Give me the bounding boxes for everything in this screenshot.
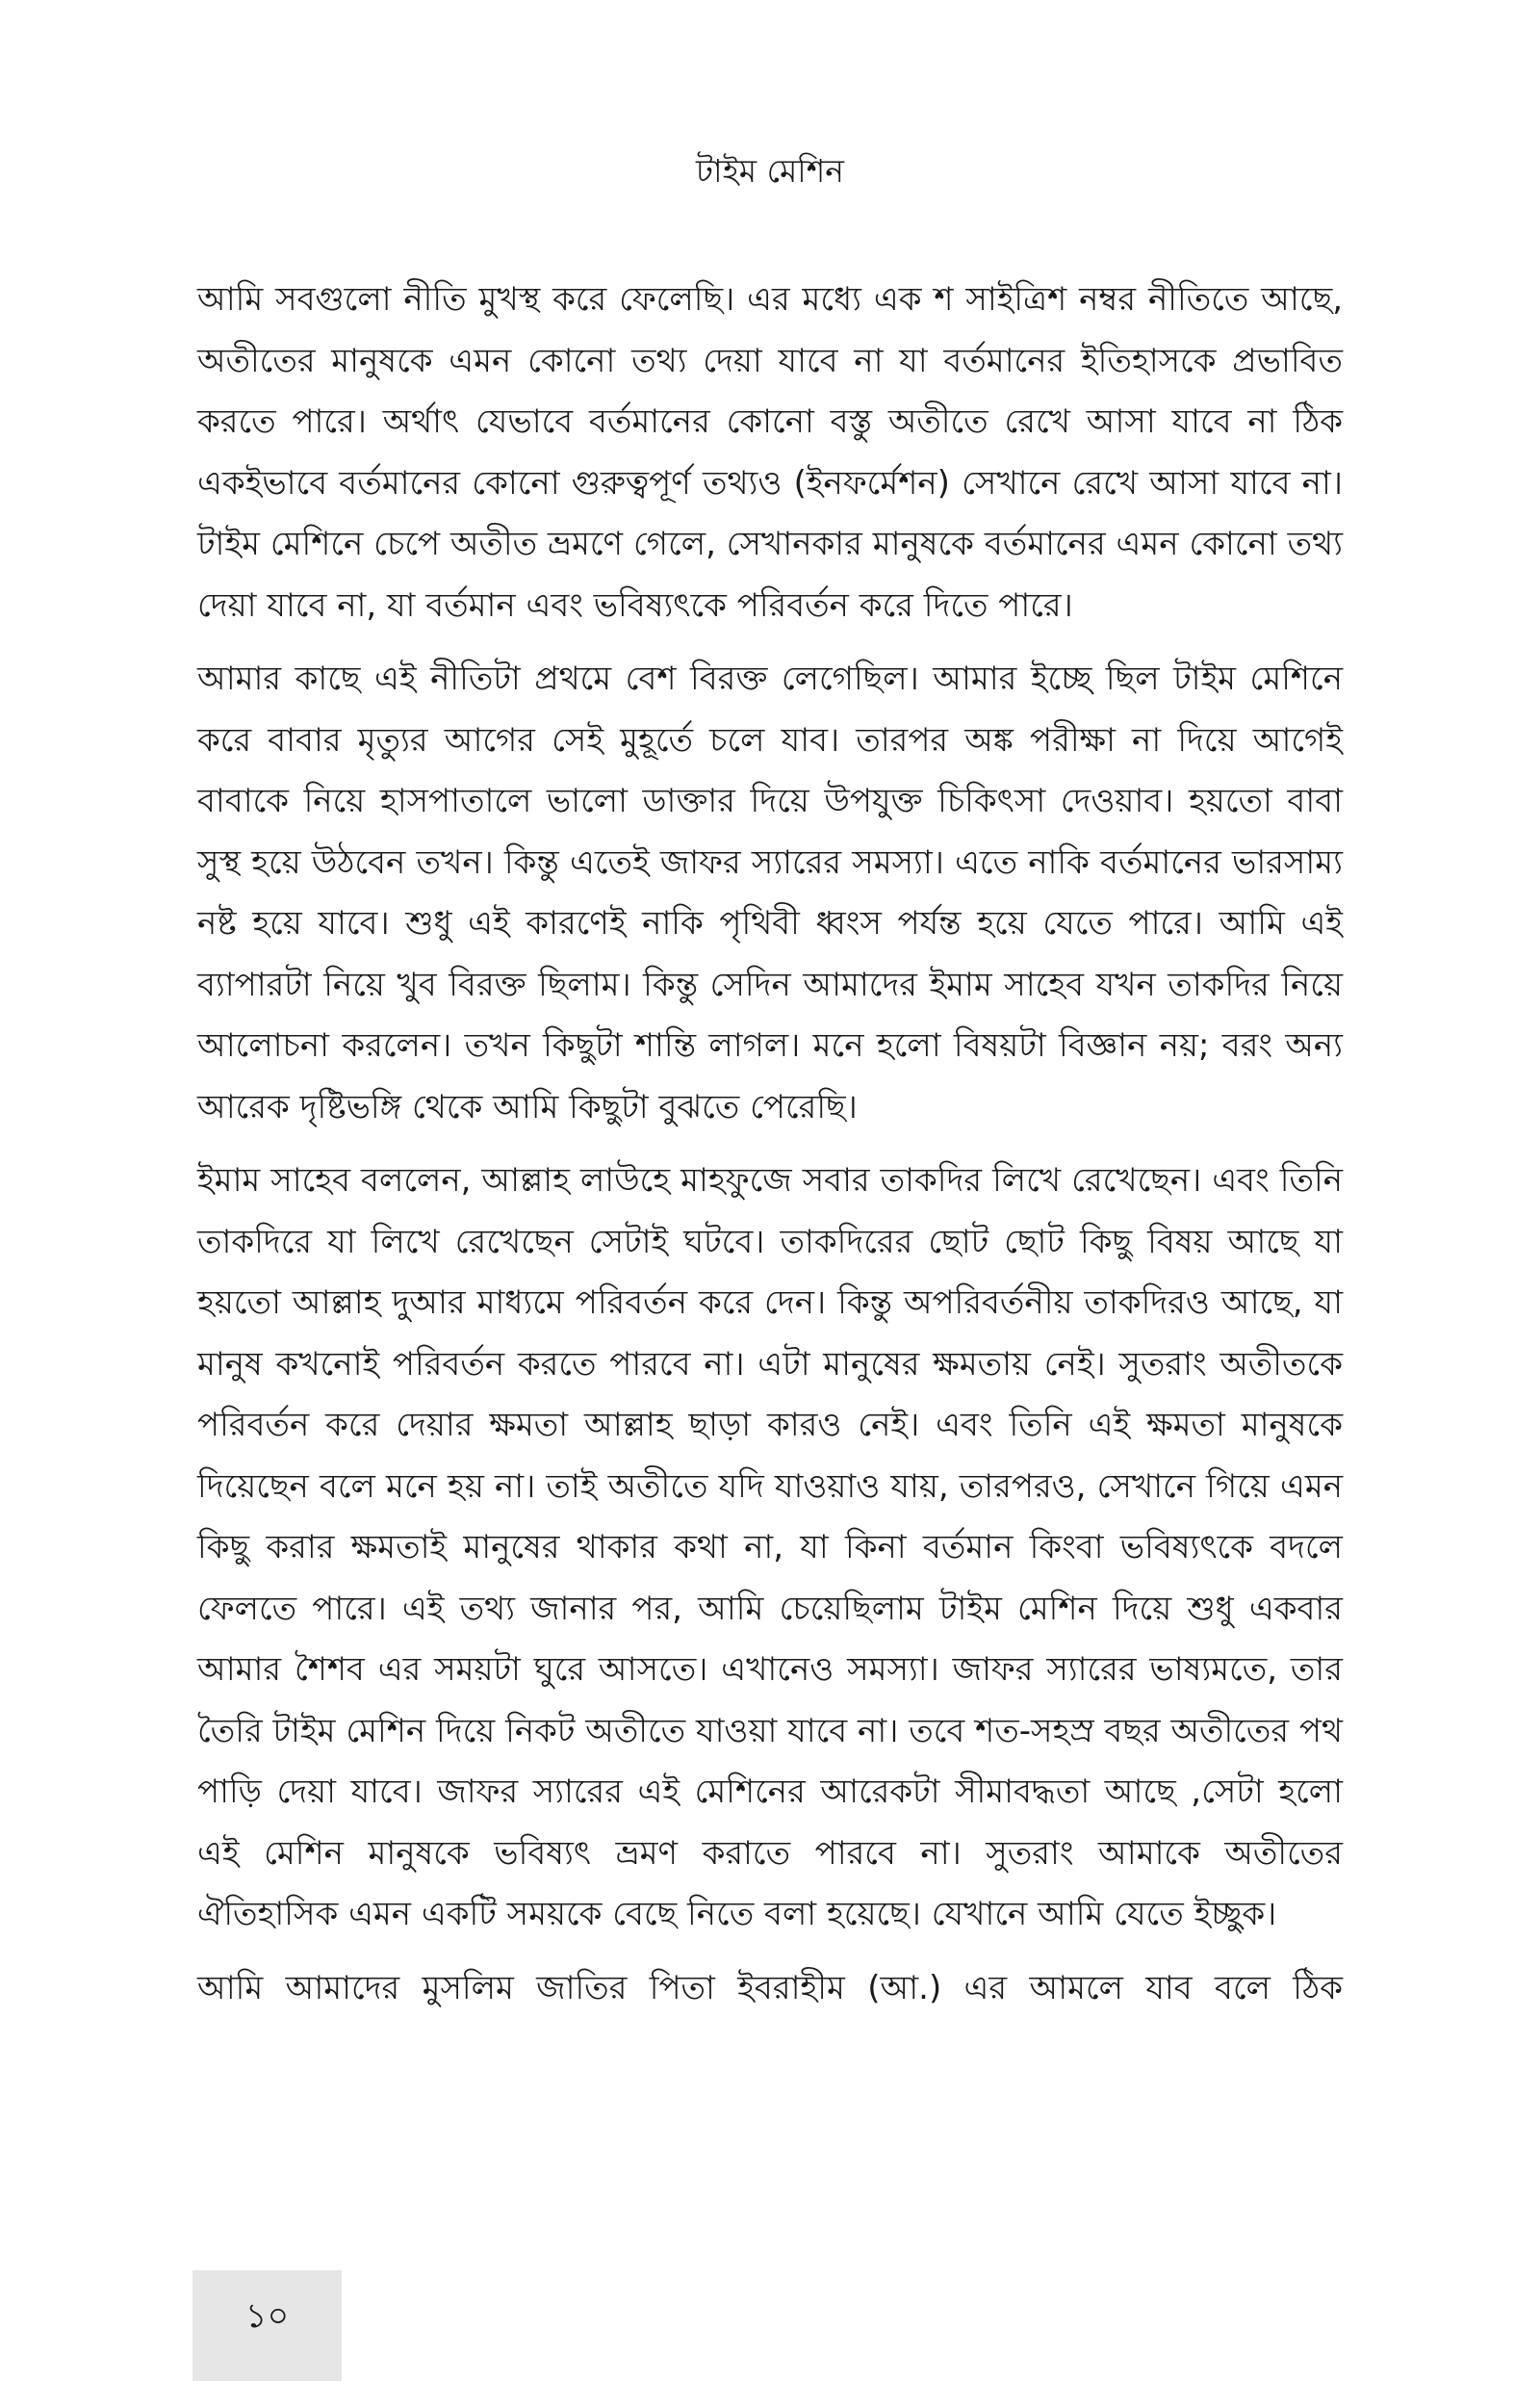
page-number-box xyxy=(192,2270,342,2381)
paragraph-1: আমি সবগুলো নীতি মুখস্থ করে ফেলেছি। এর মধ্যে এক শ সাইত্রিশ নম্বর নীতিতে আছে, অতীতের মানুষকে এমন কোনো তথ্য দেয়া যাবে না যা বর্তমানের ইতিহাসকে প্রভাবিত করতে পারে। অর্থাৎ যেভাবে বর্তমানের কোনো বস্তু অতীতে রেখে আসা যাবে না ঠিক একইভাবে বর্তমানের কোনো গুরুত্বপূর্ণ তথ্যও (ইনফর্মেশন) সেখানে রেখে আসা যাবে না। টাইম মেশিনে চেপে অতীত ভ্রমণে গেলে, সেখানকার মানুষকে বর্তমানের এমন কোনো তথ্য দেয়া যাবে না, যা বর্তমান এবং ভবিষ্যৎকে পরিবর্তন করে দিতে পারে। xyxy=(197,280,1343,625)
paragraph-3: ইমাম সাহেব বললেন, আল্লাহ লাউহে মাহফুজে সবার তাকদির লিখে রেখেছেন। এবং তিনি তাকদিরে যা লিখে রেখেছেন সেটাই ঘটবে। তাকদিরের ছোট ছোট কিছু বিষয় আছে যা হয়তো আল্লাহ দুআর মাধ্যমে পরিবর্তন করে দেন। কিন্তু অপরিবর্তনীয় তাকদিরও আছে, যা মানুষ কখনোই পরিবর্তন করতে পারবে না। এটা মানুষের ক্ষমতায় নেই। সুতরাং অতীতকে পরিবর্তন করে দেয়ার ক্ষমতা আল্লাহ ছাড়া কারও নেই। এবং তিনি এই ক্ষমতা মানুষকে দিয়েছেন বলে মনে হয় না। তাই অতীতে যদি যাওয়াও যায়, তারপরও, সেখানে গিয়ে এমন কিছু করার ক্ষমতাই মানুষের থাকার কথা না, যা কিনা বর্তমান কিংবা ভবিষ্যৎকে বদলে ফেলতে পারে। এই তথ্য জানার পর, আমি চেয়েছিলাম টাইম মেশিন দিয়ে শুধু একবার আমার শৈশব এর সময়টা ঘুরে আসতে। এখানেও সমস্যা। জাফর স্যারের ভাষ্যমতে, তার তৈরি টাইম মেশিন দিয়ে নিকট অতীতে যাওয়া যাবে না। তবে শত-সহস্র বছর অতীতের পথ পাড়ি দেয়া যাবে। জাফর স্যারের এই মেশিনের আরেকটা সীমাবদ্ধতা আছে ,সেটা হলো এই মেশিন মানুষকে ভবিষ্যৎ ভ্রমণ করাতে পারবে না। সুতরাং আমাকে অতীতের ঐতিহাসিক এমন একটি সময়কে বেছে নিতে বলা হয়েছে। যেখানে আমি যেতে ইচ্ছুক। xyxy=(197,1161,1343,1933)
paragraph-2: আমার কাছে এই নীতিটা প্রথমে বেশ বিরক্ত লেগেছিল। আমার ইচ্ছে ছিল টাইম মেশিনে করে বাবার মৃত্যুর আগের সেই মুহূর্তে চলে যাব। তারপর অঙ্ক পরীক্ষা না দিয়ে আগেই বাবাকে নিয়ে হাসপাতালে ভালো ডাক্তার দিয়ে উপযুক্ত চিকিৎসা দেওয়াব। হয়তো বাবা সুস্থ হয়ে উঠবেন তখন। কিন্তু এতেই জাফর স্যারের সমস্যা। এতে নাকি বর্তমানের ভারসাম্য নষ্ট হয়ে যাবে। শুধু এই কারণেই নাকি পৃথিবী ধ্বংস পর্যন্ত হয়ে যেতে পারে। আমি এই ব্যাপারটা নিয়ে খুব বিরক্ত ছিলাম। কিন্তু সেদিন আমাদের ইমাম সাহেব যখন তাকদির নিয়ে আলোচনা করলেন। তখন কিছুটা শান্তি লাগল। মনে হলো বিষয়টা বিজ্ঞান নয়; বরং অন্য আরেক দৃষ্টিভঙ্গি থেকে আমি কিছুটা বুঝতে পেরেছি। xyxy=(197,660,1343,1126)
paragraph-4: আমি আমাদের মুসলিম জাতির পিতা ইবরাহীম (আ.) এর আমলে যাব বলে ঠিক xyxy=(197,1968,1343,2007)
page-number: ১০ xyxy=(244,2297,290,2336)
running-head: টাইম মেশিন xyxy=(696,152,844,190)
page-body xyxy=(197,270,1343,2032)
